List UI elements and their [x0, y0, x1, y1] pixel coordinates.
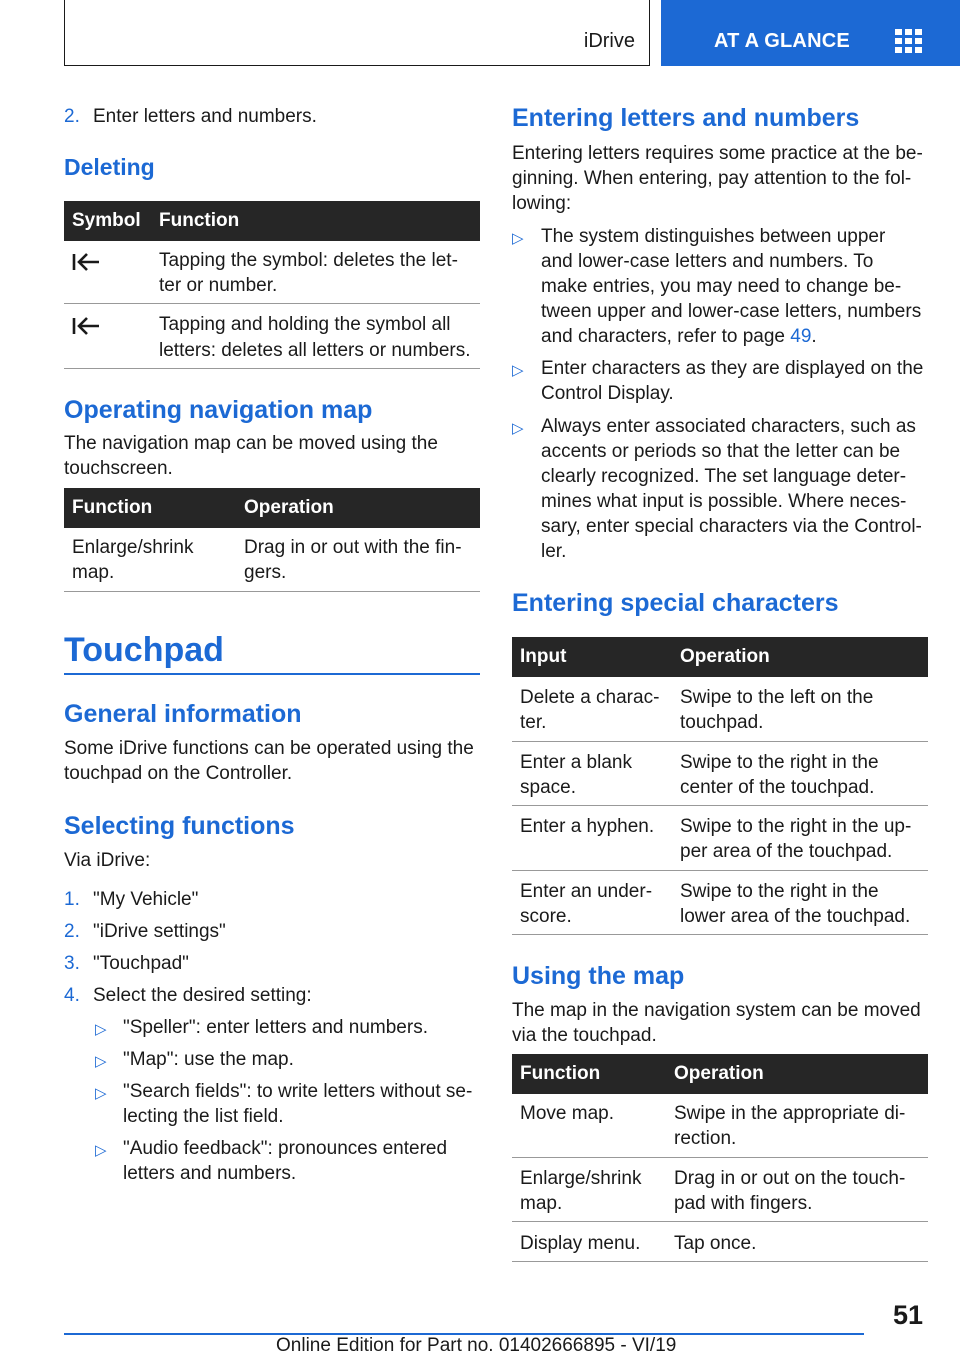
section-heading-general: General information [64, 700, 302, 728]
step-text: "Touchpad" [93, 953, 189, 974]
page-link[interactable]: 49 [790, 326, 812, 347]
triangle-bullet-icon: ▷ [95, 1021, 107, 1038]
footer-edition: Online Edition for Part no. 01402666895 - VI/19 [276, 1335, 677, 1356]
table-cell: lower area of the touchpad. [680, 906, 911, 927]
option-text: "Speller": enter letters and numbers. [123, 1017, 428, 1038]
table-cell: map. [72, 562, 115, 583]
paragraph: ginning. When entering, pay attention to the fol- [512, 168, 912, 189]
table-cell: gers. [244, 562, 287, 583]
option-text: letters and numbers. [123, 1163, 297, 1184]
table-cell: Tap once. [674, 1233, 757, 1254]
backspace-icon [72, 252, 100, 272]
table-cell: ter. [520, 712, 547, 733]
table-cell: map. [520, 1193, 563, 1214]
option-text: "Search fields": to write letters without se- [123, 1081, 473, 1102]
bullet-text: accents or periods so that the letter can be [541, 441, 901, 462]
table-cell: pad with fingers. [674, 1193, 813, 1214]
table-cell: Drag in or out on the touch- [674, 1168, 906, 1189]
paragraph: touchpad on the Controller. [64, 763, 293, 784]
triangle-bullet-icon: ▷ [512, 362, 524, 379]
step-text: "iDrive settings" [93, 921, 226, 942]
triangle-bullet-icon: ▷ [95, 1085, 107, 1102]
table-cell: touchpad. [680, 712, 764, 733]
table-header-cell: Symbol [72, 210, 141, 231]
table-cell: Enlarge/shrink [520, 1168, 642, 1189]
triangle-bullet-icon: ▷ [512, 420, 524, 437]
table-rule [512, 870, 928, 871]
step-number: 2. [64, 106, 80, 127]
bullet-text: tween upper and lower-case letters, numbers [541, 301, 922, 322]
section-heading-using-map: Using the map [512, 962, 685, 990]
table-rule [512, 805, 928, 806]
table-cell: Tapping the symbol: deletes the let- [159, 250, 458, 271]
table-header-cell: Function [72, 497, 153, 518]
table-cell: Move map. [520, 1103, 614, 1124]
table-cell: per area of the touchpad. [680, 841, 893, 862]
triangle-bullet-icon: ▷ [95, 1142, 107, 1159]
table-cell: Swipe to the right in the up- [680, 816, 912, 837]
grid-icon [895, 29, 922, 53]
header-chapter-box [661, 0, 960, 66]
table-cell: Drag in or out with the fin- [244, 537, 462, 558]
option-text: "Audio feedback": pronounces entered [123, 1138, 448, 1159]
bullet-text: Enter characters as they are displayed on the [541, 358, 924, 379]
step-number: 3. [64, 953, 80, 974]
table-rule [512, 1157, 928, 1158]
paragraph: via the touchpad. [512, 1025, 657, 1046]
step-number: 2. [64, 921, 80, 942]
step-number: 1. [64, 889, 80, 910]
table-header [512, 1054, 928, 1094]
table-header [64, 488, 480, 528]
step-number: 4. [64, 985, 80, 1006]
header-section-box [64, 0, 650, 66]
section-heading-special: Entering special characters [512, 589, 839, 617]
step-text: "My Vehicle" [93, 889, 199, 910]
table-rule [512, 1221, 928, 1222]
table-header-cell: Operation [680, 646, 770, 667]
bullet-text: clearly recognized. The set language deter- [541, 466, 907, 487]
backspace-icon [72, 316, 100, 336]
table-cell: letters: deletes all letters or numbers. [159, 340, 471, 361]
table-cell: Swipe in the appropriate di- [674, 1103, 906, 1124]
table-rule [64, 368, 480, 369]
table-rule [512, 741, 928, 742]
section-heading-selecting: Selecting functions [64, 812, 295, 840]
option-text: lecting the list field. [123, 1106, 284, 1127]
bullet-text: Always enter associated characters, such as [541, 416, 916, 437]
header-chapter-title: AT A GLANCE [714, 30, 850, 52]
table-rule [64, 591, 480, 592]
paragraph: touchscreen. [64, 458, 173, 479]
header-section-title: iDrive [583, 30, 635, 52]
table-cell: Tapping and holding the symbol all [159, 314, 451, 335]
bullet-text: make entries, you may need to change be- [541, 276, 902, 297]
table-cell: Swipe to the right in the [680, 752, 879, 773]
table-cell: Enlarge/shrink [72, 537, 194, 558]
table-cell: rection. [674, 1128, 737, 1149]
table-rule [512, 1261, 928, 1262]
bullet-text: and characters, refer to page 49. [541, 326, 817, 347]
paragraph: lowing: [512, 193, 572, 214]
table-header-cell: Input [520, 646, 567, 667]
table-cell: score. [520, 906, 572, 927]
triangle-bullet-icon: ▷ [512, 230, 524, 247]
chapter-title: Touchpad [64, 631, 224, 669]
table-cell: Swipe to the left on the [680, 687, 874, 708]
table-cell: Enter a hyphen. [520, 816, 655, 837]
bullet-text: and lower-case letters and numbers. To [541, 251, 874, 272]
page-number: 51 [893, 1300, 924, 1330]
paragraph: The map in the navigation system can be moved [512, 1000, 921, 1021]
paragraph: Some iDrive functions can be operated using the [64, 738, 474, 759]
table-header-cell: Function [520, 1063, 601, 1084]
triangle-bullet-icon: ▷ [95, 1053, 107, 1070]
table-cell: space. [520, 777, 576, 798]
table-cell: Delete a charac- [520, 687, 660, 708]
option-text: "Map": use the map. [123, 1049, 294, 1070]
table-cell: Enter a blank [520, 752, 632, 773]
step-text: Enter letters and numbers. [93, 106, 317, 127]
paragraph: Entering letters requires some practice at the be- [512, 143, 923, 164]
table-rule [512, 934, 928, 935]
table-header-cell: Operation [674, 1063, 764, 1084]
table-header-cell: Operation [244, 497, 334, 518]
bullet-text: mines what input is possible. Where neces- [541, 491, 907, 512]
table-header-cell: Function [159, 210, 240, 231]
bullet-text: sary, enter special characters via the Control- [541, 516, 922, 537]
section-heading-deleting: Deleting [64, 154, 155, 180]
section-heading-nav-map: Operating navigation map [64, 396, 373, 424]
paragraph: The navigation map can be moved using the [64, 433, 438, 454]
table-cell: Swipe to the right in the [680, 881, 879, 902]
section-heading-entering: Entering letters and numbers [512, 104, 860, 132]
table-header [64, 201, 480, 241]
step-text: Select the desired setting: [93, 985, 312, 1006]
paragraph: Via iDrive: [64, 850, 151, 871]
table-cell: Display menu. [520, 1233, 641, 1254]
title-rule [64, 673, 480, 675]
table-cell: ter or number. [159, 275, 278, 296]
table-header [512, 637, 928, 677]
table-cell: Enter an under- [520, 881, 653, 902]
bullet-text: ler. [541, 541, 567, 562]
bullet-text: Control Display. [541, 383, 674, 404]
table-cell: center of the touchpad. [680, 777, 875, 798]
bullet-text: The system distinguishes between upper [541, 226, 886, 247]
table-rule [64, 303, 480, 304]
